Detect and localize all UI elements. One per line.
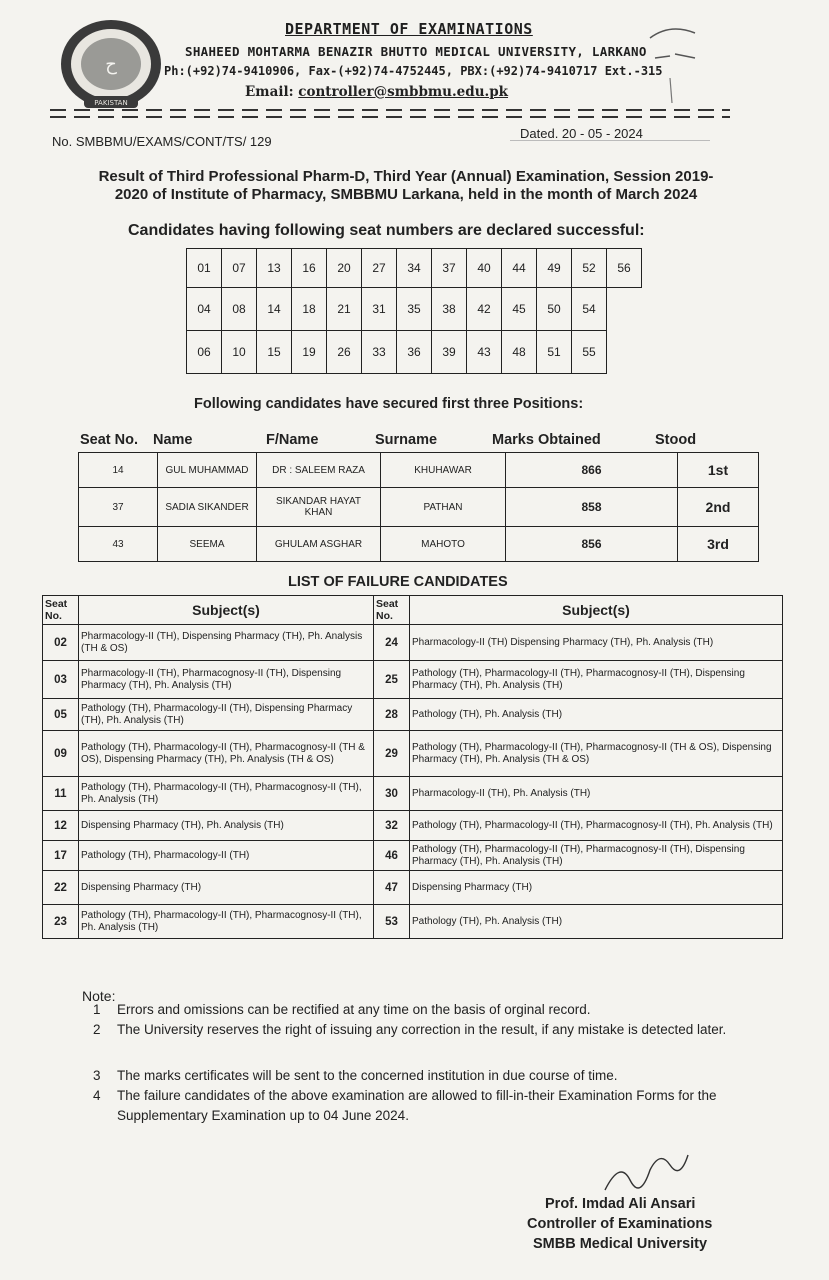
failure-subjects: Pathology (TH), Pharmacology-II (TH), Pharmacognosy-II (TH), Ph. Analysis (TH): [410, 811, 783, 841]
failure-seat: 25: [374, 661, 410, 699]
position-stood: 2nd: [678, 488, 759, 527]
seat-cell: 31: [362, 288, 397, 331]
position-row: [79, 453, 759, 488]
col-seat-no: Seat No.: [80, 432, 139, 448]
position-surname: KHUHAWAR: [381, 453, 506, 488]
university-logo: [58, 18, 164, 116]
seat-cell: 35: [397, 288, 432, 331]
failure-seat: 29: [374, 731, 410, 777]
position-stood: 3rd: [678, 527, 759, 562]
seat-cell: 34: [397, 249, 432, 288]
result-title-line1: Result of Third Professional Pharm-D, Third Year (Annual) Examination, Session 2019-: [98, 168, 714, 185]
failure-subjects: Dispensing Pharmacy (TH), Ph. Analysis (TH): [79, 811, 374, 841]
signatory-name: Prof. Imdad Ali Ansari: [545, 1196, 696, 1212]
subject-header-right: Subject(s): [410, 596, 783, 625]
failure-subjects: Pathology (TH), Pharmacology-II (TH): [79, 841, 374, 871]
seat-cell: 21: [327, 288, 362, 331]
successful-heading: Candidates having following seat numbers are declared successful:: [128, 222, 645, 239]
failure-subjects: Pathology (TH), Ph. Analysis (TH): [410, 699, 783, 731]
seat-cell: 10: [222, 331, 257, 374]
position-fname: SIKANDAR HAYAT KHAN: [257, 488, 381, 527]
position-surname: PATHAN: [381, 488, 506, 527]
position-seat: 37: [79, 488, 158, 527]
seat-cell: 33: [362, 331, 397, 374]
col-marks: Marks Obtained: [492, 432, 601, 448]
failure-subjects: Pathology (TH), Pharmacology-II (TH), Pharmacognosy-II (TH), Dispensing Pharmacy (TH), Ph. Analysis (TH): [410, 661, 783, 699]
position-seat: 43: [79, 527, 158, 562]
note-item: 2 The University reserves the right of issuing any correction in the result, if any mistake is detected later.: [93, 1022, 727, 1037]
note-heading: Note:: [82, 988, 116, 1004]
department-title: DEPARTMENT OF EXAMINATIONS: [285, 20, 533, 38]
failure-seat: 46: [374, 841, 410, 871]
failure-row: [43, 625, 783, 661]
position-marks: 866: [506, 453, 678, 488]
seat-cell: 27: [362, 249, 397, 288]
positions-heading: Following candidates have secured first three Positions:: [194, 396, 584, 412]
col-fname: F/Name: [266, 432, 319, 448]
subject-header-left: Subject(s): [79, 596, 374, 625]
seat-cell: 26: [327, 331, 362, 374]
failure-seat: 23: [43, 905, 79, 939]
seat-cell: 01: [187, 249, 222, 288]
university-name: SHAHEED MOHTARMA BENAZIR BHUTTO MEDICAL UNIVERSITY, LARKANO: [185, 44, 647, 59]
note-item: 4 The failure candidates of the above examination are allowed to fill-in-their Examination Forms for the Supplementary Examination up to 04 June 2024.: [93, 1088, 717, 1123]
seat-row: [187, 331, 642, 374]
failure-seat: 02: [43, 625, 79, 661]
date-underline: [510, 140, 710, 141]
failure-seat: 05: [43, 699, 79, 731]
failure-subjects: Pharmacology-II (TH), Dispensing Pharmacy (TH), Ph. Analysis (TH & OS): [79, 625, 374, 661]
header-divider: [50, 106, 730, 120]
failure-subjects: Pathology (TH), Pharmacology-II (TH), Pharmacognosy-II (TH), Dispensing Pharmacy (TH), Ph. Analysis (TH): [410, 841, 783, 871]
failure-heading: LIST OF FAILURE CANDIDATES: [288, 574, 508, 590]
position-fname: GHULAM ASGHAR: [257, 527, 381, 562]
failure-row: [43, 731, 783, 777]
failure-subjects: Dispensing Pharmacy (TH): [79, 871, 374, 905]
seat-cell: 16: [292, 249, 327, 288]
col-surname: Surname: [375, 432, 438, 448]
seat-cell: 15: [257, 331, 292, 374]
seat-cell: 08: [222, 288, 257, 331]
seat-cell: 54: [572, 288, 607, 331]
failure-seat: 32: [374, 811, 410, 841]
position-seat: 14: [79, 453, 158, 488]
failure-subjects: Pathology (TH), Pharmacology-II (TH), Pharmacognosy-II (TH), Ph. Analysis (TH): [79, 777, 374, 811]
failure-table: [42, 595, 783, 939]
position-stood: 1st: [678, 453, 759, 488]
position-marks: 856: [506, 527, 678, 562]
svg-text:PAKISTAN: PAKISTAN: [94, 99, 128, 107]
failure-seat: 28: [374, 699, 410, 731]
seat-cell: 51: [537, 331, 572, 374]
seat-row: [187, 249, 642, 288]
failure-seat: 22: [43, 871, 79, 905]
seat-cell: 07: [222, 249, 257, 288]
failure-row: [43, 871, 783, 905]
seat-cell: 56: [607, 249, 642, 288]
signatory-designation: Controller of Examinations: [527, 1216, 713, 1232]
reference-date: Dated. 20 - 05 - 2024: [520, 126, 643, 141]
successful-seats-table: [186, 248, 642, 374]
seat-cell: 40: [467, 249, 502, 288]
position-row: [79, 527, 759, 562]
position-name: SEEMA: [158, 527, 257, 562]
col-stood: Stood: [655, 432, 697, 448]
seat-header-right: Seat No.: [374, 596, 410, 625]
failure-row: [43, 905, 783, 939]
email-link[interactable]: controller@smbbmu.edu.pk: [298, 84, 509, 100]
seat-cell: 06: [187, 331, 222, 374]
position-name: SADIA SIKANDER: [158, 488, 257, 527]
failure-seat: 53: [374, 905, 410, 939]
seat-cell: 18: [292, 288, 327, 331]
failure-seat: 03: [43, 661, 79, 699]
position-row: [79, 488, 759, 527]
failure-seat: 09: [43, 731, 79, 777]
failure-seat: 12: [43, 811, 79, 841]
failure-row: [43, 811, 783, 841]
failure-row: [43, 841, 783, 871]
col-name: Name: [153, 432, 193, 448]
contact-email: [245, 84, 508, 100]
signatory-organization: SMBB Medical University: [533, 1236, 708, 1252]
seat-cell: 38: [432, 288, 467, 331]
seat-cell: 19: [292, 331, 327, 374]
seat-cell: 20: [327, 249, 362, 288]
seat-header-left: Seat No.: [43, 596, 79, 625]
position-surname: MAHOTO: [381, 527, 506, 562]
failure-seat: 30: [374, 777, 410, 811]
position-name: GUL MUHAMMAD: [158, 453, 257, 488]
email-label: Email:: [245, 84, 294, 100]
svg-text:ح: ح: [105, 54, 117, 75]
seat-cell: 48: [502, 331, 537, 374]
note-item: 3 The marks certificates will be sent to the concerned institution in due course of time.: [93, 1068, 618, 1083]
failure-subjects: Pathology (TH), Pharmacology-II (TH), Dispensing Pharmacy (TH), Ph. Analysis (TH): [79, 699, 374, 731]
failure-seat: 17: [43, 841, 79, 871]
signature-image: [600, 1140, 690, 1200]
failure-subjects: Pathology (TH), Ph. Analysis (TH): [410, 905, 783, 939]
seat-cell: 36: [397, 331, 432, 374]
failure-subjects: Dispensing Pharmacy (TH): [410, 871, 783, 905]
failure-row: [43, 661, 783, 699]
failure-subjects: Pharmacology-II (TH) Dispensing Pharmacy (TH), Ph. Analysis (TH): [410, 625, 783, 661]
seat-cell: 45: [502, 288, 537, 331]
contact-phone: Ph:(+92)74-9410906, Fax-(+92)74-4752445, PBX:(+92)74-9410717 Ext.-315: [164, 64, 663, 78]
seat-cell: 13: [257, 249, 292, 288]
result-title-line2: 2020 of Institute of Pharmacy, SMBBMU Larkana, held in the month of March 2024: [114, 186, 698, 203]
failure-subjects: Pathology (TH), Pharmacology-II (TH), Pharmacognosy-II (TH), Ph. Analysis (TH): [79, 905, 374, 939]
positions-table: [78, 452, 759, 562]
failure-subjects: Pathology (TH), Pharmacology-II (TH), Pharmacognosy-II (TH & OS), Dispensing Pharmacy (TH), Ph. Analysis (TH & OS): [410, 731, 783, 777]
seat-cell: 44: [502, 249, 537, 288]
failure-seat: 47: [374, 871, 410, 905]
seat-cell: 14: [257, 288, 292, 331]
seat-cell: 39: [432, 331, 467, 374]
failure-subjects: Pharmacology-II (TH), Ph. Analysis (TH): [410, 777, 783, 811]
seat-cell: 50: [537, 288, 572, 331]
failure-seat: 24: [374, 625, 410, 661]
seat-cell: 37: [432, 249, 467, 288]
failure-subjects: Pharmacology-II (TH), Pharmacognosy-II (TH), Dispensing Pharmacy (TH), Ph. Analysis (TH): [79, 661, 374, 699]
failure-row: [43, 699, 783, 731]
reference-number: No. SMBBMU/EXAMS/CONT/TS/ 129: [52, 134, 272, 149]
seat-cell: 04: [187, 288, 222, 331]
seat-cell: 49: [537, 249, 572, 288]
note-item: 1 Errors and omissions can be rectified at any time on the basis of orginal record.: [93, 1002, 591, 1017]
seat-cell: 43: [467, 331, 502, 374]
failure-row: [43, 777, 783, 811]
seat-cell: 42: [467, 288, 502, 331]
position-marks: 858: [506, 488, 678, 527]
handwritten-mark: [640, 18, 710, 108]
seat-cell: 52: [572, 249, 607, 288]
seat-row: [187, 288, 642, 331]
position-fname: DR : SALEEM RAZA: [257, 453, 381, 488]
seat-cell: 55: [572, 331, 607, 374]
failure-seat: 11: [43, 777, 79, 811]
failure-subjects: Pathology (TH), Pharmacology-II (TH), Pharmacognosy-II (TH & OS), Dispensing Pharmacy (TH), Ph. Analysis (TH & OS): [79, 731, 374, 777]
